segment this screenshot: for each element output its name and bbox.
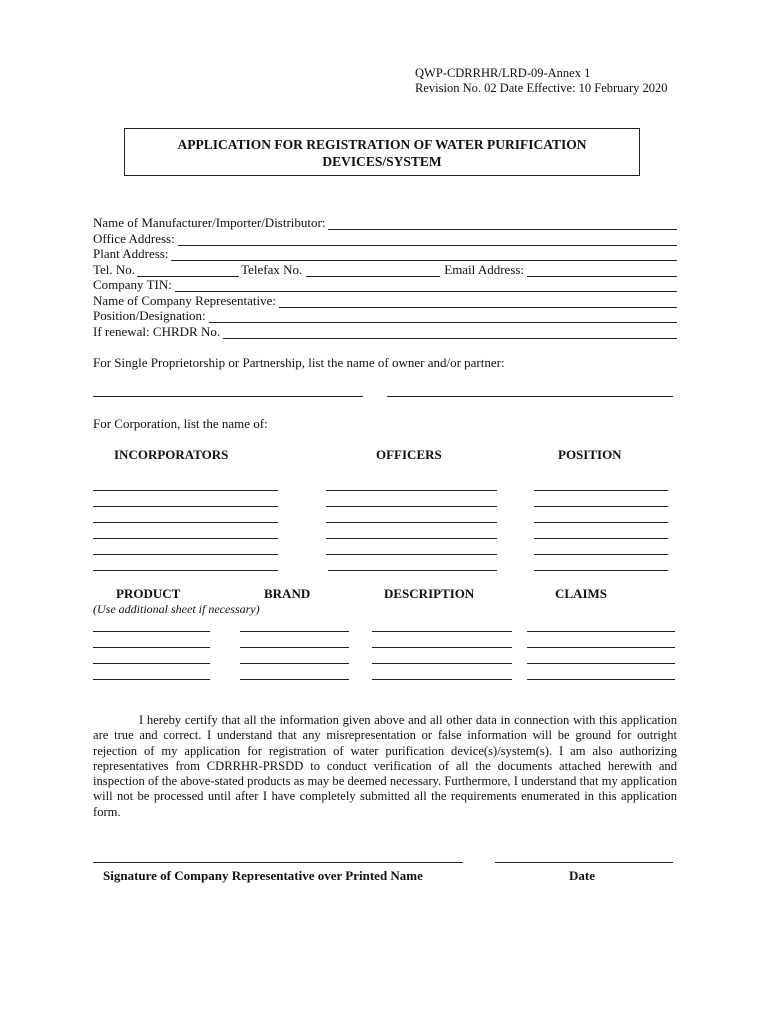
description-blank[interactable]: [372, 631, 512, 632]
plant-address-field[interactable]: [93, 246, 677, 261]
manufacturer-field[interactable]: [93, 215, 677, 230]
incorporator-blank[interactable]: [93, 490, 278, 491]
officer-blank[interactable]: [326, 538, 497, 539]
date-blank[interactable]: [495, 862, 673, 863]
position-header: POSITION: [558, 447, 622, 462]
document-header: [415, 66, 668, 96]
description-blank[interactable]: [372, 679, 512, 680]
company-rep-field[interactable]: [93, 293, 677, 308]
claims-blank[interactable]: [527, 631, 675, 632]
product-blank[interactable]: [93, 647, 210, 648]
form-title-line1: APPLICATION FOR REGISTRATION OF WATER PURIFICATION: [177, 137, 587, 152]
company-tin-label: Company TIN:: [93, 277, 172, 292]
certification-paragraph: [93, 713, 677, 820]
company-rep-label: Name of Company Representative:: [93, 293, 277, 308]
email-address-blank[interactable]: [527, 265, 677, 277]
claims-header: CLAIMS: [555, 586, 608, 601]
office-address-field[interactable]: [93, 231, 677, 246]
form-title-line2: DEVICES/SYSTEM: [322, 154, 442, 169]
manufacturer-blank[interactable]: [328, 218, 677, 230]
signature-label: Signature of Company Representative over Printed Name: [103, 868, 423, 883]
renewal-field[interactable]: [93, 324, 677, 339]
officers-header: OFFICERS: [376, 447, 442, 462]
brand-blank[interactable]: [240, 679, 349, 680]
brand-blank[interactable]: [240, 663, 349, 664]
officer-blank[interactable]: [326, 506, 497, 507]
brand-blank[interactable]: [240, 647, 349, 648]
brand-blank[interactable]: [240, 631, 349, 632]
additional-sheet-note: (Use additional sheet if necessary): [93, 602, 260, 616]
product-header: PRODUCT: [116, 586, 181, 601]
tel-no-label: Tel. No.: [93, 262, 136, 277]
owner-name-blank[interactable]: [93, 396, 363, 397]
position-blank[interactable]: [534, 554, 668, 555]
incorporator-blank[interactable]: [93, 506, 278, 507]
officer-blank[interactable]: [326, 490, 497, 491]
company-tin-field[interactable]: [93, 277, 677, 292]
position-field[interactable]: [93, 308, 677, 323]
plant-address-blank[interactable]: [171, 249, 677, 261]
office-address-blank[interactable]: [178, 234, 677, 246]
renewal-label: If renewal: CHRDR No.: [93, 324, 221, 339]
telefax-no-label: Telefax No.: [241, 262, 303, 277]
officer-blank[interactable]: [326, 554, 497, 555]
email-address-label: Email Address:: [444, 262, 525, 277]
plant-address-label: Plant Address:: [93, 246, 169, 261]
company-tin-blank[interactable]: [175, 280, 677, 292]
manufacturer-label: Name of Manufacturer/Importer/Distributor:: [93, 215, 326, 230]
date-label: Date: [569, 868, 595, 883]
incorporators-header: INCORPORATORS: [114, 447, 229, 462]
form-title-box: [124, 128, 640, 176]
brand-header: BRAND: [264, 586, 311, 601]
document-code: QWP-CDRRHR/LRD-09-Annex 1: [415, 66, 591, 80]
position-blank[interactable]: [534, 522, 668, 523]
position-blank[interactable]: [534, 506, 668, 507]
claims-blank[interactable]: [527, 679, 675, 680]
renewal-blank[interactable]: [223, 327, 677, 339]
description-blank[interactable]: [372, 647, 512, 648]
product-blank[interactable]: [93, 679, 210, 680]
officer-blank[interactable]: [326, 522, 497, 523]
incorporator-blank[interactable]: [93, 522, 278, 523]
description-header: DESCRIPTION: [384, 586, 475, 601]
description-blank[interactable]: [372, 663, 512, 664]
incorporator-blank[interactable]: [93, 538, 278, 539]
company-rep-blank[interactable]: [279, 296, 677, 308]
contact-field-row: [93, 262, 677, 277]
product-blank[interactable]: [93, 631, 210, 632]
tel-no-blank[interactable]: [137, 265, 239, 277]
incorporator-blank[interactable]: [93, 570, 278, 571]
signature-blank[interactable]: [93, 862, 463, 863]
partner-name-blank[interactable]: [387, 396, 673, 397]
office-address-label: Office Address:: [93, 231, 175, 246]
certification-text: I hereby certify that all the information given above and all other data in connection with this application are true and correct. I understand that any misrepresentation or false information will be ground for outright rejection of my application for registration of water purification device(s)/system(s). I am also authorizing representatives from CDRRHR-PRSDD to conduct verification of all the documents attached herewith and inspection of the above-stated products as may be deemed necessary. Furthermore, I understand that my application will not be processed until after I have completely submitted all the requirements enumerated in this application form.: [93, 713, 677, 819]
position-label: Position/Designation:: [93, 308, 206, 323]
claims-blank[interactable]: [527, 663, 675, 664]
incorporator-blank[interactable]: [93, 554, 278, 555]
corporation-label: For Corporation, list the name of:: [93, 416, 268, 431]
position-blank[interactable]: [534, 538, 668, 539]
position-blank[interactable]: [534, 490, 668, 491]
officer-blank[interactable]: [328, 570, 497, 571]
position-blank[interactable]: [534, 570, 668, 571]
product-blank[interactable]: [93, 663, 210, 664]
telefax-no-blank[interactable]: [306, 265, 440, 277]
position-blank[interactable]: [209, 311, 677, 323]
claims-blank[interactable]: [527, 647, 675, 648]
revision-info: Revision No. 02 Date Effective: 10 February 2020: [415, 81, 668, 95]
sole-prop-label: For Single Proprietorship or Partnership, list the name of owner and/or partner:: [93, 355, 505, 370]
